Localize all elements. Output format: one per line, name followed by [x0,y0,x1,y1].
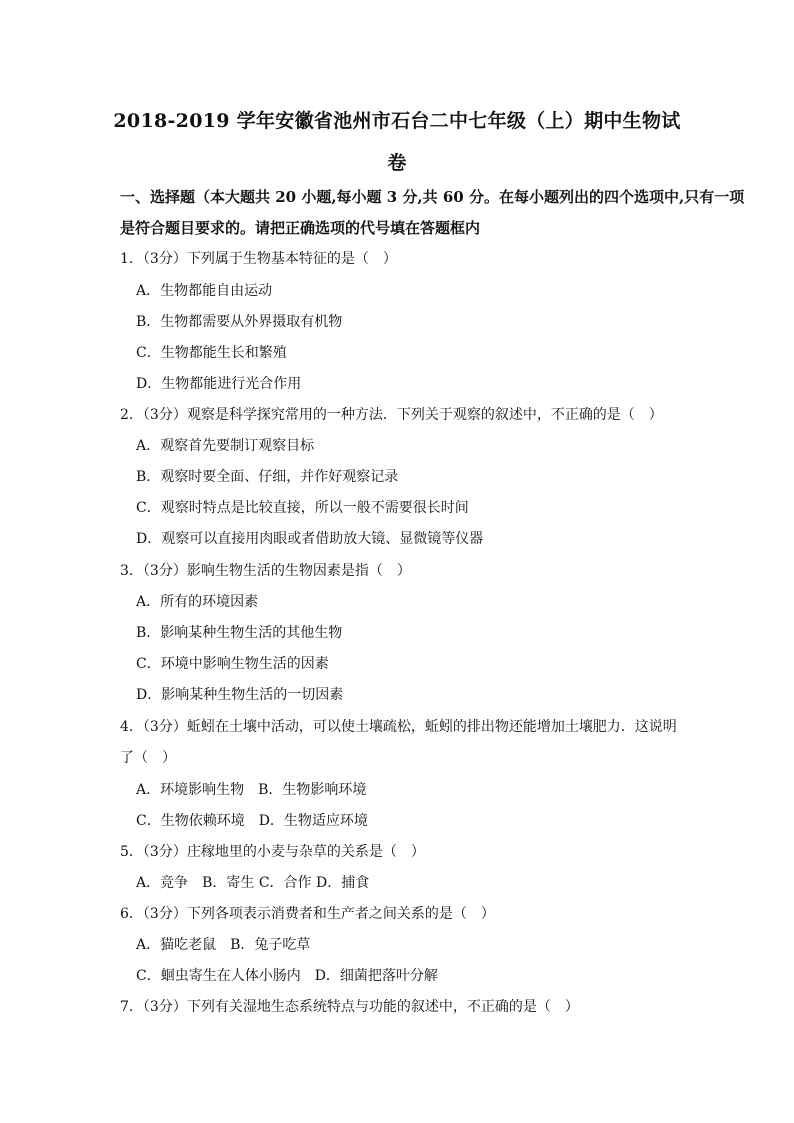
question-3-stem: 3．（3分）影响生物生活的生物因素是指（ ） [120,563,411,579]
question-2-stem: 2．（3分）观察是科学探究常用的一种方法．下列关于观察的叙述中，不正确的是（ ） [120,407,663,423]
question-6-options-ab: A．猫吃老鼠 B．兔子吃草 [136,937,311,953]
question-4-stem: 4．（3分）蚯蚓在土壤中活动，可以使土壤疏松，蚯蚓的排出物还能增加土壤肥力．这说明 [120,719,677,735]
section-heading-line-1: 一、选择题（本大题共 20 小题,每小题 3 分,共 60 分。在每小题列出的四个选项中,只有一项 [120,188,745,206]
page-title-line-2: 卷 [387,152,407,174]
question-1-option-a: A．生物都能自由运动 [136,283,273,299]
question-3-option-a: A．所有的环境因素 [136,594,259,610]
question-1-option-d: D．生物都能进行光合作用 [136,376,302,392]
question-3-option-d: D．影响某种生物生活的一切因素 [136,687,344,703]
question-7-stem: 7．（3分）下列有关湿地生态系统特点与功能的叙述中，不正确的是（ ） [120,999,579,1015]
question-5-stem: 5．（3分）庄稼地里的小麦与杂草的关系是（ ） [120,844,425,860]
question-4-options-ab: A．环境影响生物 B．生物影响环境 [136,782,367,798]
question-1-option-b: B．生物都需要从外界摄取有机物 [136,314,343,330]
question-3-option-b: B．影响某种生物生活的其他生物 [136,625,343,641]
question-6-options-cd: C．蛔虫寄生在人体小肠内 D．细菌把落叶分解 [136,968,438,984]
question-3-option-c: C．环境中影响生物生活的因素 [136,656,329,672]
section-heading-line-2: 是符合题目要求的。请把正确选项的代号填在答题框内 [120,219,481,237]
question-6-stem: 6．（3分）下列各项表示消费者和生产者之间关系的是（ ） [120,906,495,922]
question-4-stem-continued: 了（ ） [120,750,176,766]
question-2-option-d: D．观察可以直接用肉眼或者借助放大镜、显微镜等仪器 [136,531,484,547]
question-4-options-cd: C．生物依赖环境 D．生物适应环境 [136,813,368,829]
question-2-option-a: A．观察首先要制订观察目标 [136,438,315,454]
question-1-option-c: C．生物都能生长和繁殖 [136,345,287,361]
question-2-option-b: B．观察时要全面、仔细，并作好观察记录 [136,469,399,485]
question-1-stem: 1．（3分）下列属于生物基本特征的是（ ） [120,251,397,267]
question-2-option-c: C．观察时特点是比较直接，所以一般不需要很长时间 [136,500,469,516]
page-title-line-1: 2018-2019 学年安徽省池州市石台二中七年级（上）期中生物试 [113,110,681,132]
question-5-options: A．竞争 B．寄生 C．合作 D．捕食 [136,875,370,891]
